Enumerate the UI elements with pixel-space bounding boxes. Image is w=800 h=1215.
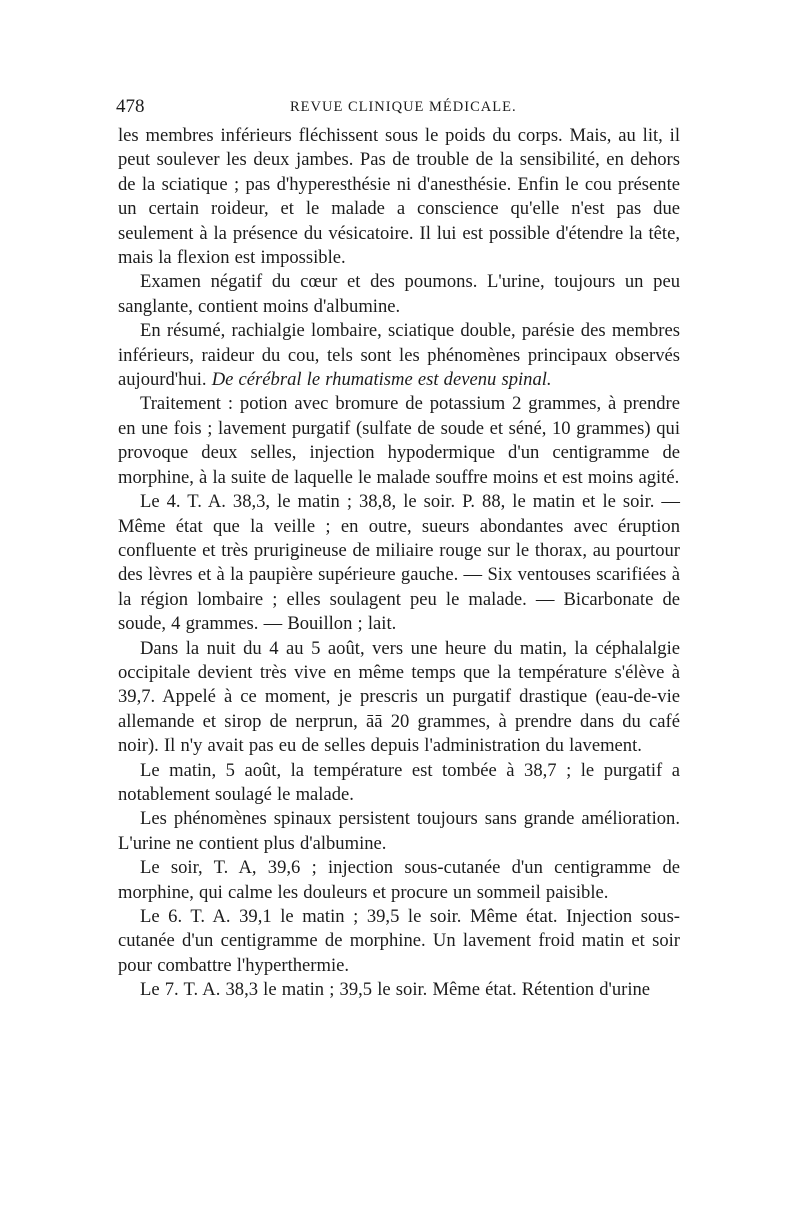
paragraph xyxy=(118,270,680,319)
paragraph-text: En résumé, rachialgie lombaire, sciatique double, parésie des membres inférieurs, raideur du cou, tels sont les phénomènes principaux observés aujourd'hui. xyxy=(118,320,680,391)
paragraph-text: Examen négatif du cœur et des poumons. L'urine, toujours un peu sanglante, contient moins d'albumine. xyxy=(118,271,680,317)
paragraph xyxy=(118,490,680,636)
paragraph xyxy=(118,759,680,808)
paragraph xyxy=(118,392,680,490)
paragraph xyxy=(118,319,680,392)
body-text xyxy=(118,124,680,1003)
paragraph-text: Dans la nuit du 4 au 5 août, vers une heure du matin, la céphalalgie occipitale devient très vive en même temps que la température s'élève à 39,7. Appelé à ce moment, je prescris un purgatif drastique (eau-de-vie allemande et sirop de nerprun, āā 20 grammes, à prendre dans du café noir). Il n'y avait pas eu de selles depuis l'administration du lavement. xyxy=(118,637,680,757)
paragraph-text: les membres inférieurs fléchissent sous le poids du corps. Mais, au lit, il peut soulever les deux jambes. Pas de trouble de la sensibilité, en dehors de la sciatique ; pas d'hyperesthésie ni d'anesthésie. Enfin le cou présente un certain roideur, et le malade a conscience qu'elle n'est pas due seulement à la présence du vésicatoire. Il lui est possible d'étendre la tête, mais la flexion est impossible. xyxy=(118,125,680,269)
paragraph-text: Le 4. T. A. 38,3, le matin ; 38,8, le soir. P. 88, le matin et le soir. — Même état que la veille ; en outre, sueurs abondantes avec éruption confluente et très prurigineuse de miliaire rouge sur le thorax, au pourtour des lèvres et à la paupière supérieure gauche. — Six ventouses scarifiées à la région lombaire ; elles soulagent peu le malade. — Bicarbonate de soude, 4 grammes. — Bouillon ; lait. xyxy=(118,491,680,635)
paragraph-text: Le soir, T. A, 39,6 ; injection sous-cutanée d'un centigramme de morphine, qui calme les douleurs et procure un sommeil paisible. xyxy=(118,857,680,903)
paragraph xyxy=(118,905,680,978)
paragraph xyxy=(118,807,680,856)
paragraph-text: Le 7. T. A. 38,3 le matin ; 39,5 le soir. Même état. Rétention d'urine xyxy=(140,979,651,1001)
paragraph xyxy=(118,637,680,759)
paragraph xyxy=(118,978,680,1002)
paragraph-text: Le 6. T. A. 39,1 le matin ; 39,5 le soir. Même état. Injection sous-cutanée d'un centigramme de morphine. Un lavement froid matin et soir pour combattre l'hyperthermie. xyxy=(118,906,680,976)
book-page xyxy=(118,96,680,1003)
paragraph xyxy=(118,856,680,905)
paragraph-text: Traitement : potion avec bromure de potassium 2 grammes, à prendre en une fois ; lavement purgatif (sulfate de soude et séné, 10 grammes) qui provoque deux selles, injection hypodermique d'un centigramme de morphine, à la suite de laquelle le malade souffre moins et est moins agité. xyxy=(118,393,680,488)
running-title: REVUE CLINIQUE MÉDICALE. xyxy=(290,99,517,115)
paragraph-text: Les phénomènes spinaux persistent toujours sans grande amélioration. L'urine ne contient plus d'albumine. xyxy=(118,808,680,854)
page-number: 478 xyxy=(116,96,145,117)
page-header xyxy=(118,96,680,124)
paragraph xyxy=(118,124,680,270)
paragraph-text: Le matin, 5 août, la température est tombée à 38,7 ; le purgatif a notablement soulagé le malade. xyxy=(118,759,680,805)
italic-text: De cérébral le rhumatisme est devenu spinal. xyxy=(211,369,552,391)
